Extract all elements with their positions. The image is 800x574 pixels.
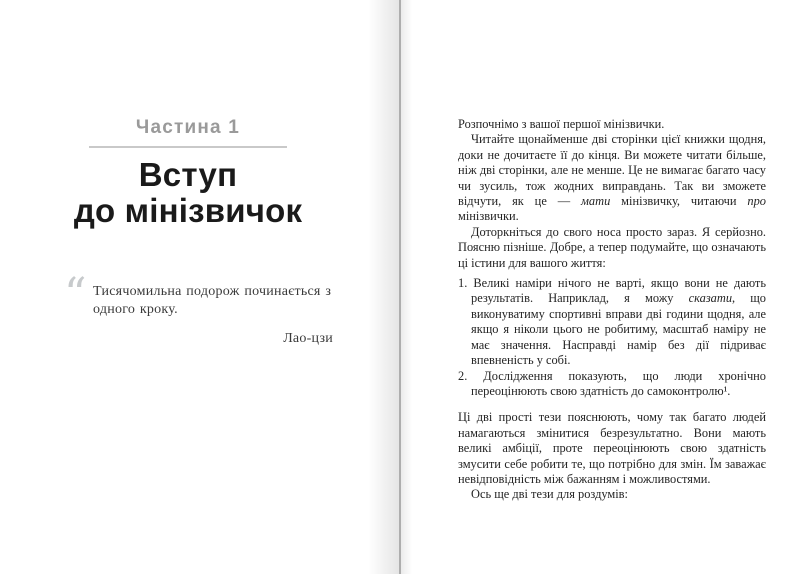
- list-item: [458, 369, 766, 400]
- body-paragraph: [458, 117, 766, 132]
- gutter-shadow-left: [368, 0, 399, 574]
- text-run: про: [747, 194, 766, 209]
- text-run: Великі наміри нічого не варті, якщо вони не дають результатів. Наприклад, я можу: [471, 276, 766, 306]
- chapter-title: [24, 157, 352, 229]
- numbered-list: [458, 276, 766, 399]
- quote-text: Тисячомильна подорож починається з одного кроку.: [93, 284, 332, 317]
- text-run: мінізвичку, читаючи: [610, 194, 748, 209]
- part-label: Частина 1: [135, 117, 241, 138]
- right-page: [402, 0, 800, 574]
- right-page-text: [458, 117, 766, 503]
- gutter-shadow-right: [401, 0, 412, 574]
- quote-mark-icon: “: [64, 269, 87, 320]
- body-paragraph: [458, 225, 766, 271]
- text-run: Читайте щонайменше дві сторінки цієї книжки щодня, доки не дочитаєте її до кінця. Ви можете читати більше, ніж дві сторінки, але не менше. Це не вимагає багато часу чи зусиль, тож жодних виправдань. Так ви зможете відчути, як це —: [458, 132, 766, 209]
- text-run: Ці дві прості тези пояснюють, чому так багато людей намагаються змінитися безрезультатно. Вони мають великі амбіції, проте переоцінюють свою здатність змусити себе робити те, що потрібно для змін. Їм заважає невідповідність між бажанням і можливостями.: [458, 410, 766, 486]
- list-item-number: 2.: [458, 368, 484, 383]
- text-run: , що виконуватиму спортивні вправи дві години щодня, але якщо я ніколи цього не робитиму, масштаб наміру не має значення. Насправді намір без дії підриває впевненість у собі.: [471, 291, 766, 368]
- part-heading: [64, 117, 312, 148]
- text-run: Розпочнімо з вашої першої мінізвички.: [458, 117, 665, 131]
- quote-attribution: Лао-цзи: [283, 331, 333, 346]
- text-run: Доторкніться до свого носа просто зараз. Я серйозно. Поясню пізніше. Добре, а тепер подумайте, що означають ці істини для вашого життя:: [458, 224, 766, 270]
- text-run: мінізвички.: [458, 209, 519, 224]
- body-paragraph: [458, 487, 766, 502]
- list-item: [458, 276, 766, 368]
- pull-quote: [64, 269, 333, 347]
- part-divider-line: [89, 146, 287, 148]
- text-run: Ось ще дві тези для роздумів:: [471, 487, 628, 502]
- text-run: Дослідження показують, що люди хронічно переоцінюють свою здатність до самоконтролю¹.: [471, 368, 766, 398]
- pull-quote-row: [64, 269, 333, 320]
- text-run: мати: [581, 194, 611, 209]
- body-paragraph: [458, 410, 766, 487]
- chapter-title-line-2: до мінізвичок: [73, 192, 303, 229]
- text-run: сказати: [688, 291, 733, 306]
- list-item-number: 1.: [458, 276, 474, 291]
- chapter-title-line-1: Вступ: [138, 156, 238, 193]
- body-paragraph: [458, 132, 766, 224]
